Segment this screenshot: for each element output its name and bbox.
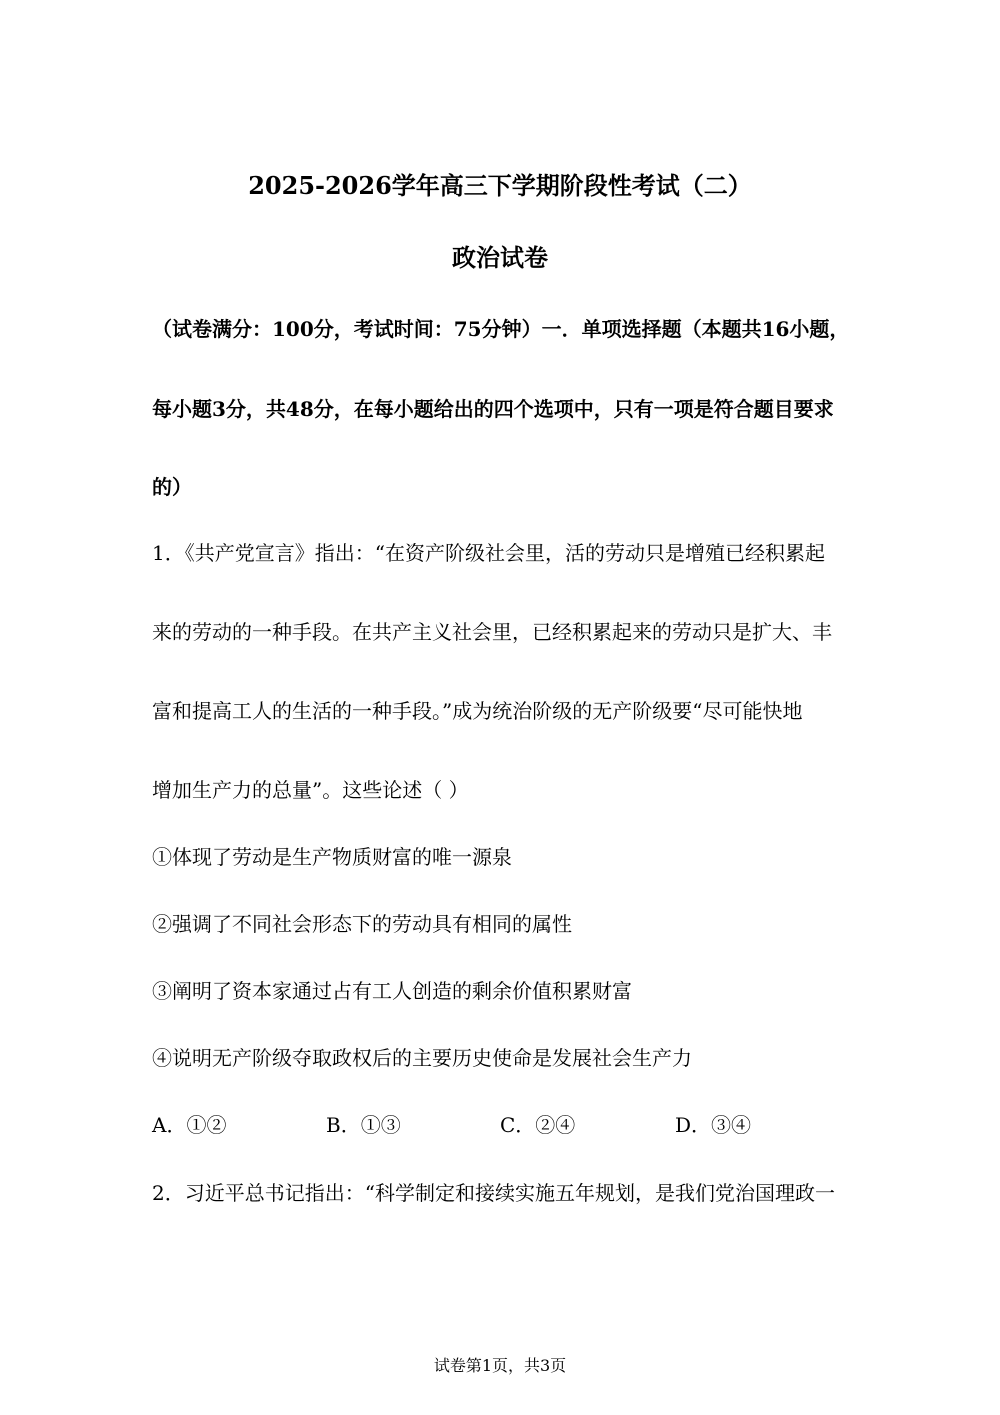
- question-1-stem-line: 富和提高工人的生活的一种手段。”成为统治阶级的无产阶级要“尽可能快地: [152, 699, 803, 723]
- question-1-stem-line: 1．《共产党宣言》指出：“在资产阶级社会里，活的劳动只是增殖已经积累起: [152, 541, 825, 565]
- instructions-line: 的）: [152, 475, 192, 499]
- exam-title: 2025-2026学年高三下学期阶段性考试（二）: [248, 171, 752, 200]
- instructions-line: 每小题3分，共48分，在每小题给出的四个选项中，只有一项是符合题目要求: [152, 397, 834, 421]
- question-1-stem-line: 来的劳动的一种手段。在共产主义社会里，已经积累起来的劳动只是扩大、丰: [152, 620, 832, 644]
- question-1-statement: ①体现了劳动是生产物质财富的唯一源泉: [152, 845, 512, 869]
- question-1-statement: ②强调了不同社会形态下的劳动具有相同的属性: [152, 912, 572, 936]
- option-a[interactable]: A．①②: [152, 1113, 227, 1137]
- option-c[interactable]: C．②④: [500, 1113, 576, 1137]
- instructions-line: （试卷满分：100分，考试时间：75分钟）一．单项选择题（本题共16小题，: [152, 317, 850, 341]
- exam-subtitle: 政治试卷: [452, 243, 548, 272]
- option-b[interactable]: B．①③: [326, 1113, 401, 1137]
- question-2-stem-line: 2．习近平总书记指出：“科学制定和接续实施五年规划，是我们党治国理政一: [152, 1181, 835, 1205]
- question-1-statement: ④说明无产阶级夺取政权后的主要历史使命是发展社会生产力: [152, 1046, 692, 1070]
- question-1-statement: ③阐明了资本家通过占有工人创造的剩余价值积累财富: [152, 979, 632, 1003]
- page-footer: 试卷第1页，共3页: [433, 1356, 567, 1375]
- option-d[interactable]: D．③④: [675, 1113, 752, 1137]
- question-1-stem-line: 增加生产力的总量”。这些论述（ ）: [152, 778, 469, 802]
